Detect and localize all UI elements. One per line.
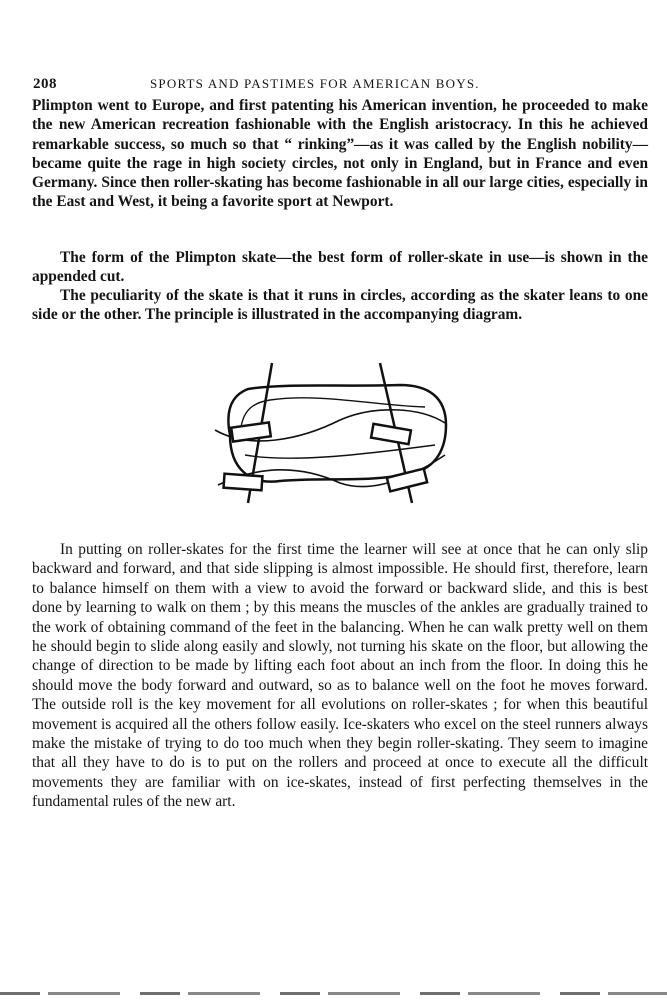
truck-back-right bbox=[387, 469, 427, 492]
bottom-rule bbox=[0, 992, 667, 995]
paragraph-3: The peculiarity of the skate is that it runs in circles, according as the skater leans to one side or the other. The principle is illustrated in the accompanying diagram. bbox=[32, 287, 648, 324]
paragraph-2: The form of the Plimpton skate—the best form of roller-skate in use—is shown in the appended cut. bbox=[32, 249, 648, 286]
paragraph-4: In putting on roller-skates for the first time the learner will see at once that he can only slip backward and forward, and that side slipping is almost impossible. He should first, therefore, learn to balance himself on them with a view to avoid the forward or backward slide, and this is best done by learning to walk on them ; by this means the muscles of the ankles are gradually trained to the work of obtaining command of the feet in the balancing. When he can walk pretty well on them he should begin to slide along easily and slowly, not turning his skate on the floor, but allowing the change of direction to be made by lifting each foot about an inch from the floor. In doing this he should move the body forward and outward, so as to balance well on the foot he moves forward. The outside roll is the key movement for all evolutions on roller-skates ; for when this beautiful movement is acquired all the others follow easily. Ice-skaters who excel on the steel runners always make the mistake of trying to do too much when they begin roller-skating. They seem to imagine that all they have to do is to put on the rollers and proceed at once to execute all the difficult movements they are familiar with on ice-skates, instead of first perfecting themselves in the fundamental rules of the new art. bbox=[32, 541, 648, 811]
running-head: SPORTS AND PASTIMES FOR AMERICAN BOYS. bbox=[150, 76, 480, 91]
truck-front-left bbox=[231, 422, 271, 441]
paragraph-1: Plimpton went to Europe, and first patenting his American invention, he proceeded to make the new American recreation fashionable with the English aristocracy. In this he achieved remarkable success, so much so that “ rinking”—as it was called by the English nobility—became quite the rage in high society circles, not only in England, but in France and even Germany. Since then roller-skating has become fashionable in all our large cities, especially in the East and West, it being a favorite sport at Newport. bbox=[32, 97, 648, 211]
page-number: 208 bbox=[33, 76, 57, 92]
truck-front-right bbox=[371, 424, 411, 444]
truck-back-left bbox=[224, 474, 263, 491]
roller-skate-diagram bbox=[200, 345, 460, 520]
skate-inner-arc-lower bbox=[245, 445, 435, 458]
